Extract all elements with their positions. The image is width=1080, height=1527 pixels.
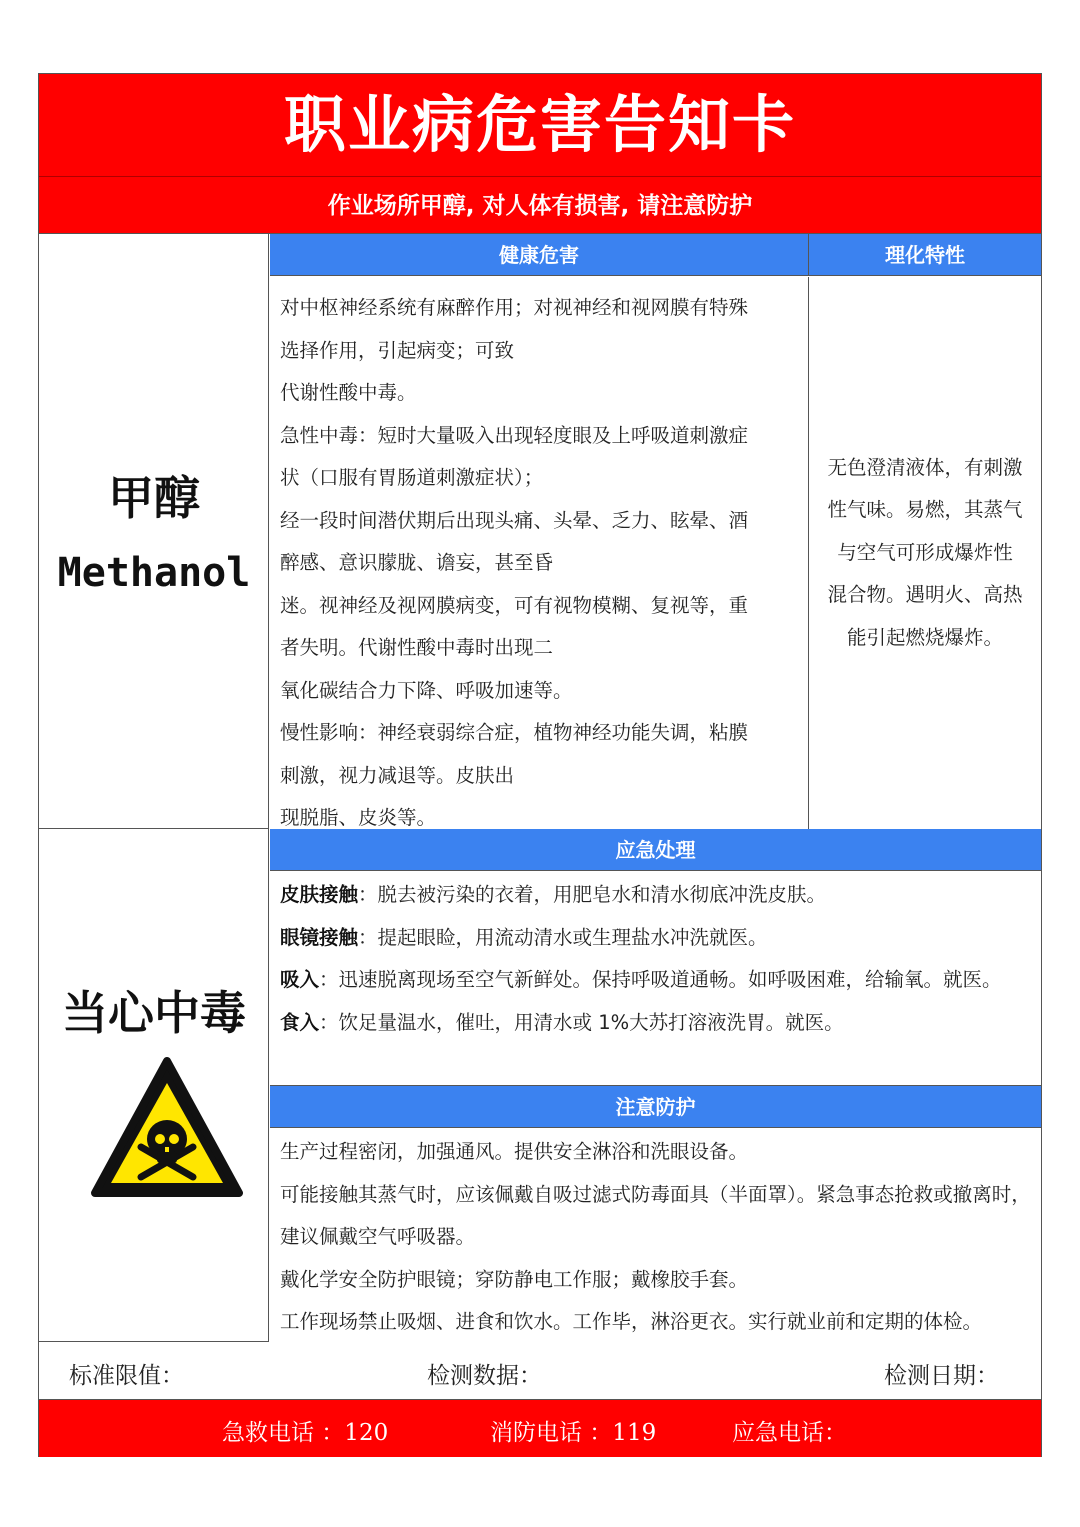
measurement-row: [39, 1342, 1041, 1400]
health-line: 刺激，视力减退等。皮肤出: [280, 763, 515, 787]
properties-text: [815, 447, 1035, 660]
health-line: 者失明。代谢性酸中毒时出现二: [280, 636, 554, 659]
properties-line: 性气味。易燃，其蒸气: [827, 498, 1023, 522]
protection-text: [270, 1129, 1041, 1342]
emergency-item-text: ：饮足量温水，催吐，用清水或 1%大苏打溶液洗胃。就医。: [319, 1010, 844, 1034]
health-line: 慢性影响：神经衰弱综合症，植物神经功能失调，粘膜: [280, 721, 749, 744]
health-hazard-text: [270, 277, 809, 829]
emergency-item-label: 皮肤接触: [280, 883, 359, 906]
warning-panel: [39, 829, 269, 1342]
properties-line: 能引起燃烧爆炸。: [846, 625, 1003, 649]
health-line: 醉感、意识朦胧、谵妄，甚至昏: [280, 551, 554, 574]
emergency-item: [280, 917, 1031, 960]
test-date-label: 检测日期：: [884, 1363, 999, 1389]
warning-text: 当心中毒: [62, 986, 246, 1040]
chemical-name-panel: [39, 234, 269, 829]
first-aid-phone: 急救电话 ：120: [222, 1420, 389, 1446]
emergency-item-text: ：脱去被污染的衣着，用肥皂水和清水彻底冲洗皮肤。: [358, 883, 827, 906]
health-line: 代谢性酸中毒。: [280, 381, 417, 404]
properties-line: 与空气可形成爆炸性: [837, 540, 1013, 564]
emergency-item: [280, 874, 1031, 917]
emergency-text: [270, 872, 1041, 1086]
protection-line: 工作现场禁止吸烟、进食和饮水。工作毕，淋浴更衣。实行就业前和定期的体检。: [280, 1310, 983, 1333]
emergency-item-label: 眼镜接触: [280, 925, 359, 949]
properties-line: 无色澄清液体，有刺激: [827, 455, 1023, 479]
chemical-name-en: Methanol: [57, 550, 251, 596]
test-data-label: 检测数据：: [427, 1363, 542, 1389]
skull-crossbones-triangle-icon: [91, 1055, 243, 1201]
protection-line: 可能接触其蒸气时，应该佩戴自吸过滤式防毒面具（半面罩）。紧急事态抢救或撤离时，建议佩戴空气呼吸器。: [280, 1182, 1031, 1248]
emergency-header: 应急处理: [270, 829, 1041, 871]
emergency-item-label: 食入: [280, 1010, 320, 1034]
fire-phone: 消防电话 ：119: [490, 1420, 657, 1446]
chemical-name-cn: 甲醇: [108, 471, 200, 525]
health-line: 迷。视神经及视网膜病变，可有视物模糊、复视等，重: [280, 593, 749, 617]
properties-line: 混合物。遇明火、高热: [827, 583, 1023, 607]
health-hazard-header: 健康危害: [270, 234, 809, 276]
emergency-item: [280, 959, 1031, 1002]
protection-line: 戴化学安全防护眼镜；穿防静电工作服；戴橡胶手套。: [280, 1267, 749, 1291]
emergency-item-text: ：提起眼睑，用流动清水或生理盐水冲洗就医。: [358, 925, 768, 949]
health-line: 经一段时间潜伏期后出现头痛、头晕、乏力、眩晕、酒: [280, 508, 749, 532]
health-line: 选择作用，引起病变；可致: [280, 338, 515, 362]
emergency-item-label: 吸入: [280, 968, 320, 991]
emergency-item: [280, 1002, 1031, 1045]
emergency-item-text: ：迅速脱离现场至空气新鲜处。保持呼吸道通畅。如呼吸困难，给输氧。就医。: [319, 968, 1002, 991]
card-subtitle: 作业场所甲醇, 对人体有损害, 请注意防护: [39, 176, 1041, 234]
properties-panel: [809, 277, 1041, 829]
health-line: 现脱脂、皮炎等。: [280, 806, 437, 829]
standard-limit-label: 标准限值：: [69, 1363, 184, 1389]
health-line: 状（口服有胃肠道刺激症状）；: [280, 466, 544, 489]
health-line: 对中枢神经系统有麻醉作用；对视神经和视网膜有特殊: [280, 296, 749, 319]
card-title: 职业病危害告知卡: [39, 74, 1041, 176]
properties-header: 理化特性: [809, 234, 1041, 276]
protection-line: 生产过程密闭，加强通风。提供安全淋浴和洗眼设备。: [280, 1140, 749, 1163]
protection-header: 注意防护: [270, 1086, 1041, 1128]
emergency-phone: 应急电话：: [732, 1420, 847, 1446]
health-line: 氧化碳结合力下降、呼吸加速等。: [280, 678, 573, 702]
phone-banner: [39, 1400, 1041, 1457]
health-line: 急性中毒：短时大量吸入出现轻度眼及上呼吸道刺激症: [280, 423, 749, 447]
hazard-notice-card: [38, 73, 1042, 1457]
